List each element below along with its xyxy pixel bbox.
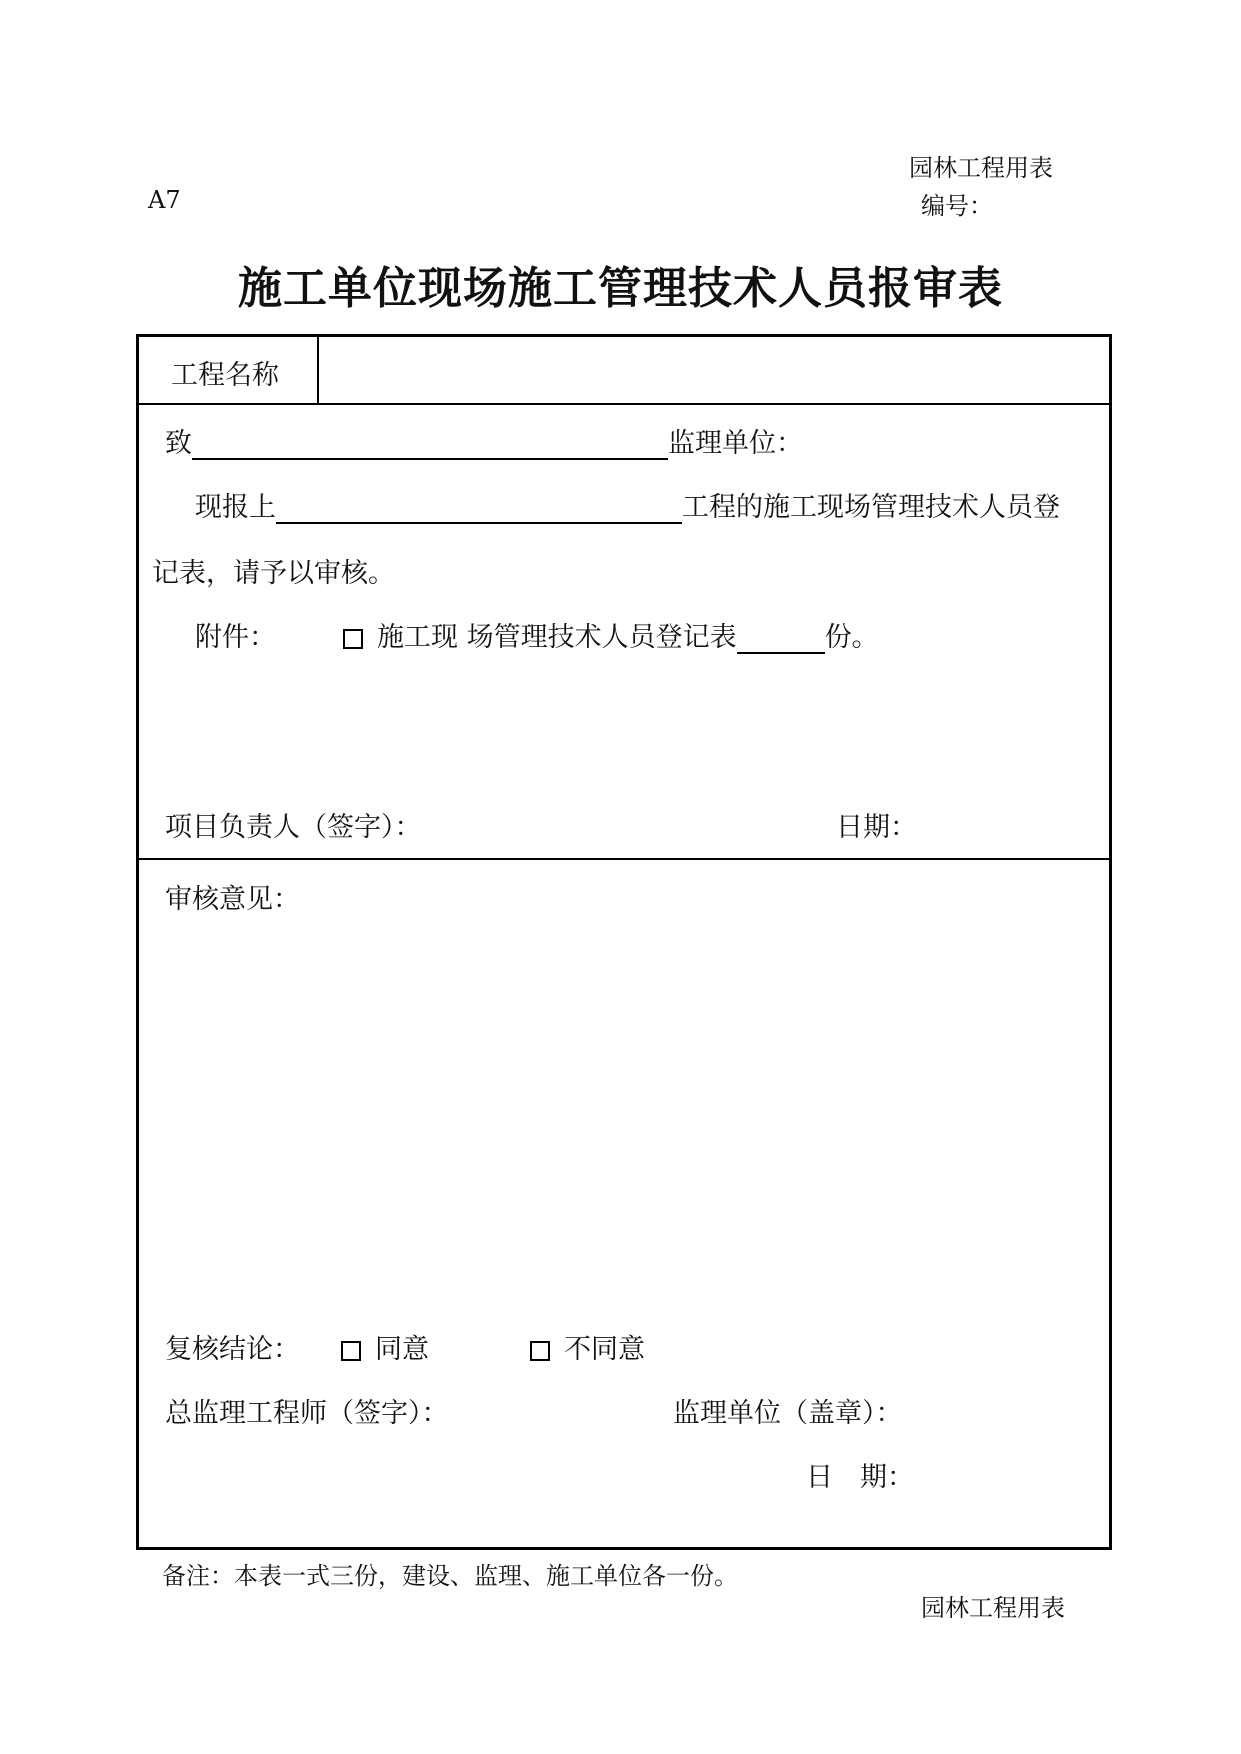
footer-note: 备注：本表一式三份，建设、监理、施工单位各一份。 <box>162 1562 738 1590</box>
review-date-label: 日 期： <box>806 1462 914 1493</box>
supervisor-seal-label: 监理单位（盖章）： <box>673 1398 903 1429</box>
signer-date-label: 日期： <box>836 812 917 843</box>
page-title: 施工单位现场施工管理技术人员报审表 <box>238 263 1003 314</box>
usage-label-bottom: 园林工程用表 <box>921 1594 1065 1622</box>
attachment-unit: 份。 <box>824 622 879 653</box>
project-blank[interactable] <box>276 492 682 524</box>
report-line <box>195 485 1060 524</box>
report-form <box>136 334 1112 1550</box>
to-line <box>165 421 803 460</box>
agree-option <box>341 1327 429 1366</box>
review-opinion-label: 审核意见： <box>165 884 300 915</box>
disagree-text: 不同意 <box>564 1334 645 1365</box>
form-code: A7 <box>148 186 181 214</box>
usage-label-top: 园林工程用表 <box>909 154 1053 182</box>
chief-engineer-signature-label: 总监理工程师（签字）： <box>165 1398 449 1429</box>
review-conclusion-label: 复核结论： <box>165 1334 300 1365</box>
to-prefix: 致 <box>165 428 192 459</box>
agree-checkbox[interactable] <box>341 1341 361 1361</box>
to-suffix: 监理单位： <box>668 428 803 459</box>
project-name-label: 工程名称 <box>171 360 279 391</box>
report-suffix: 工程的施工现场管理技术人员登 <box>682 492 1060 523</box>
attachment-item <box>343 615 879 654</box>
project-manager-signature-label: 项目负责人（签字）： <box>165 812 422 843</box>
report-prefix: 现报上 <box>195 492 276 523</box>
row-divider-1 <box>139 403 1109 405</box>
agree-text: 同意 <box>375 1334 429 1365</box>
number-label: 编号： <box>921 192 993 220</box>
attachment-label: 附件： <box>195 622 276 653</box>
disagree-checkbox[interactable] <box>530 1341 550 1361</box>
row-divider-2 <box>139 858 1109 860</box>
report-line-2: 记表，请予以审核。 <box>152 558 395 589</box>
attachment-checkbox[interactable] <box>343 629 363 649</box>
attachment-item-text: 施工现 场管理技术人员登记表 <box>377 622 737 653</box>
disagree-option <box>530 1327 645 1366</box>
project-row-divider <box>317 337 319 403</box>
attachment-count-blank[interactable] <box>737 622 825 654</box>
supervisor-unit-blank[interactable] <box>192 428 668 460</box>
